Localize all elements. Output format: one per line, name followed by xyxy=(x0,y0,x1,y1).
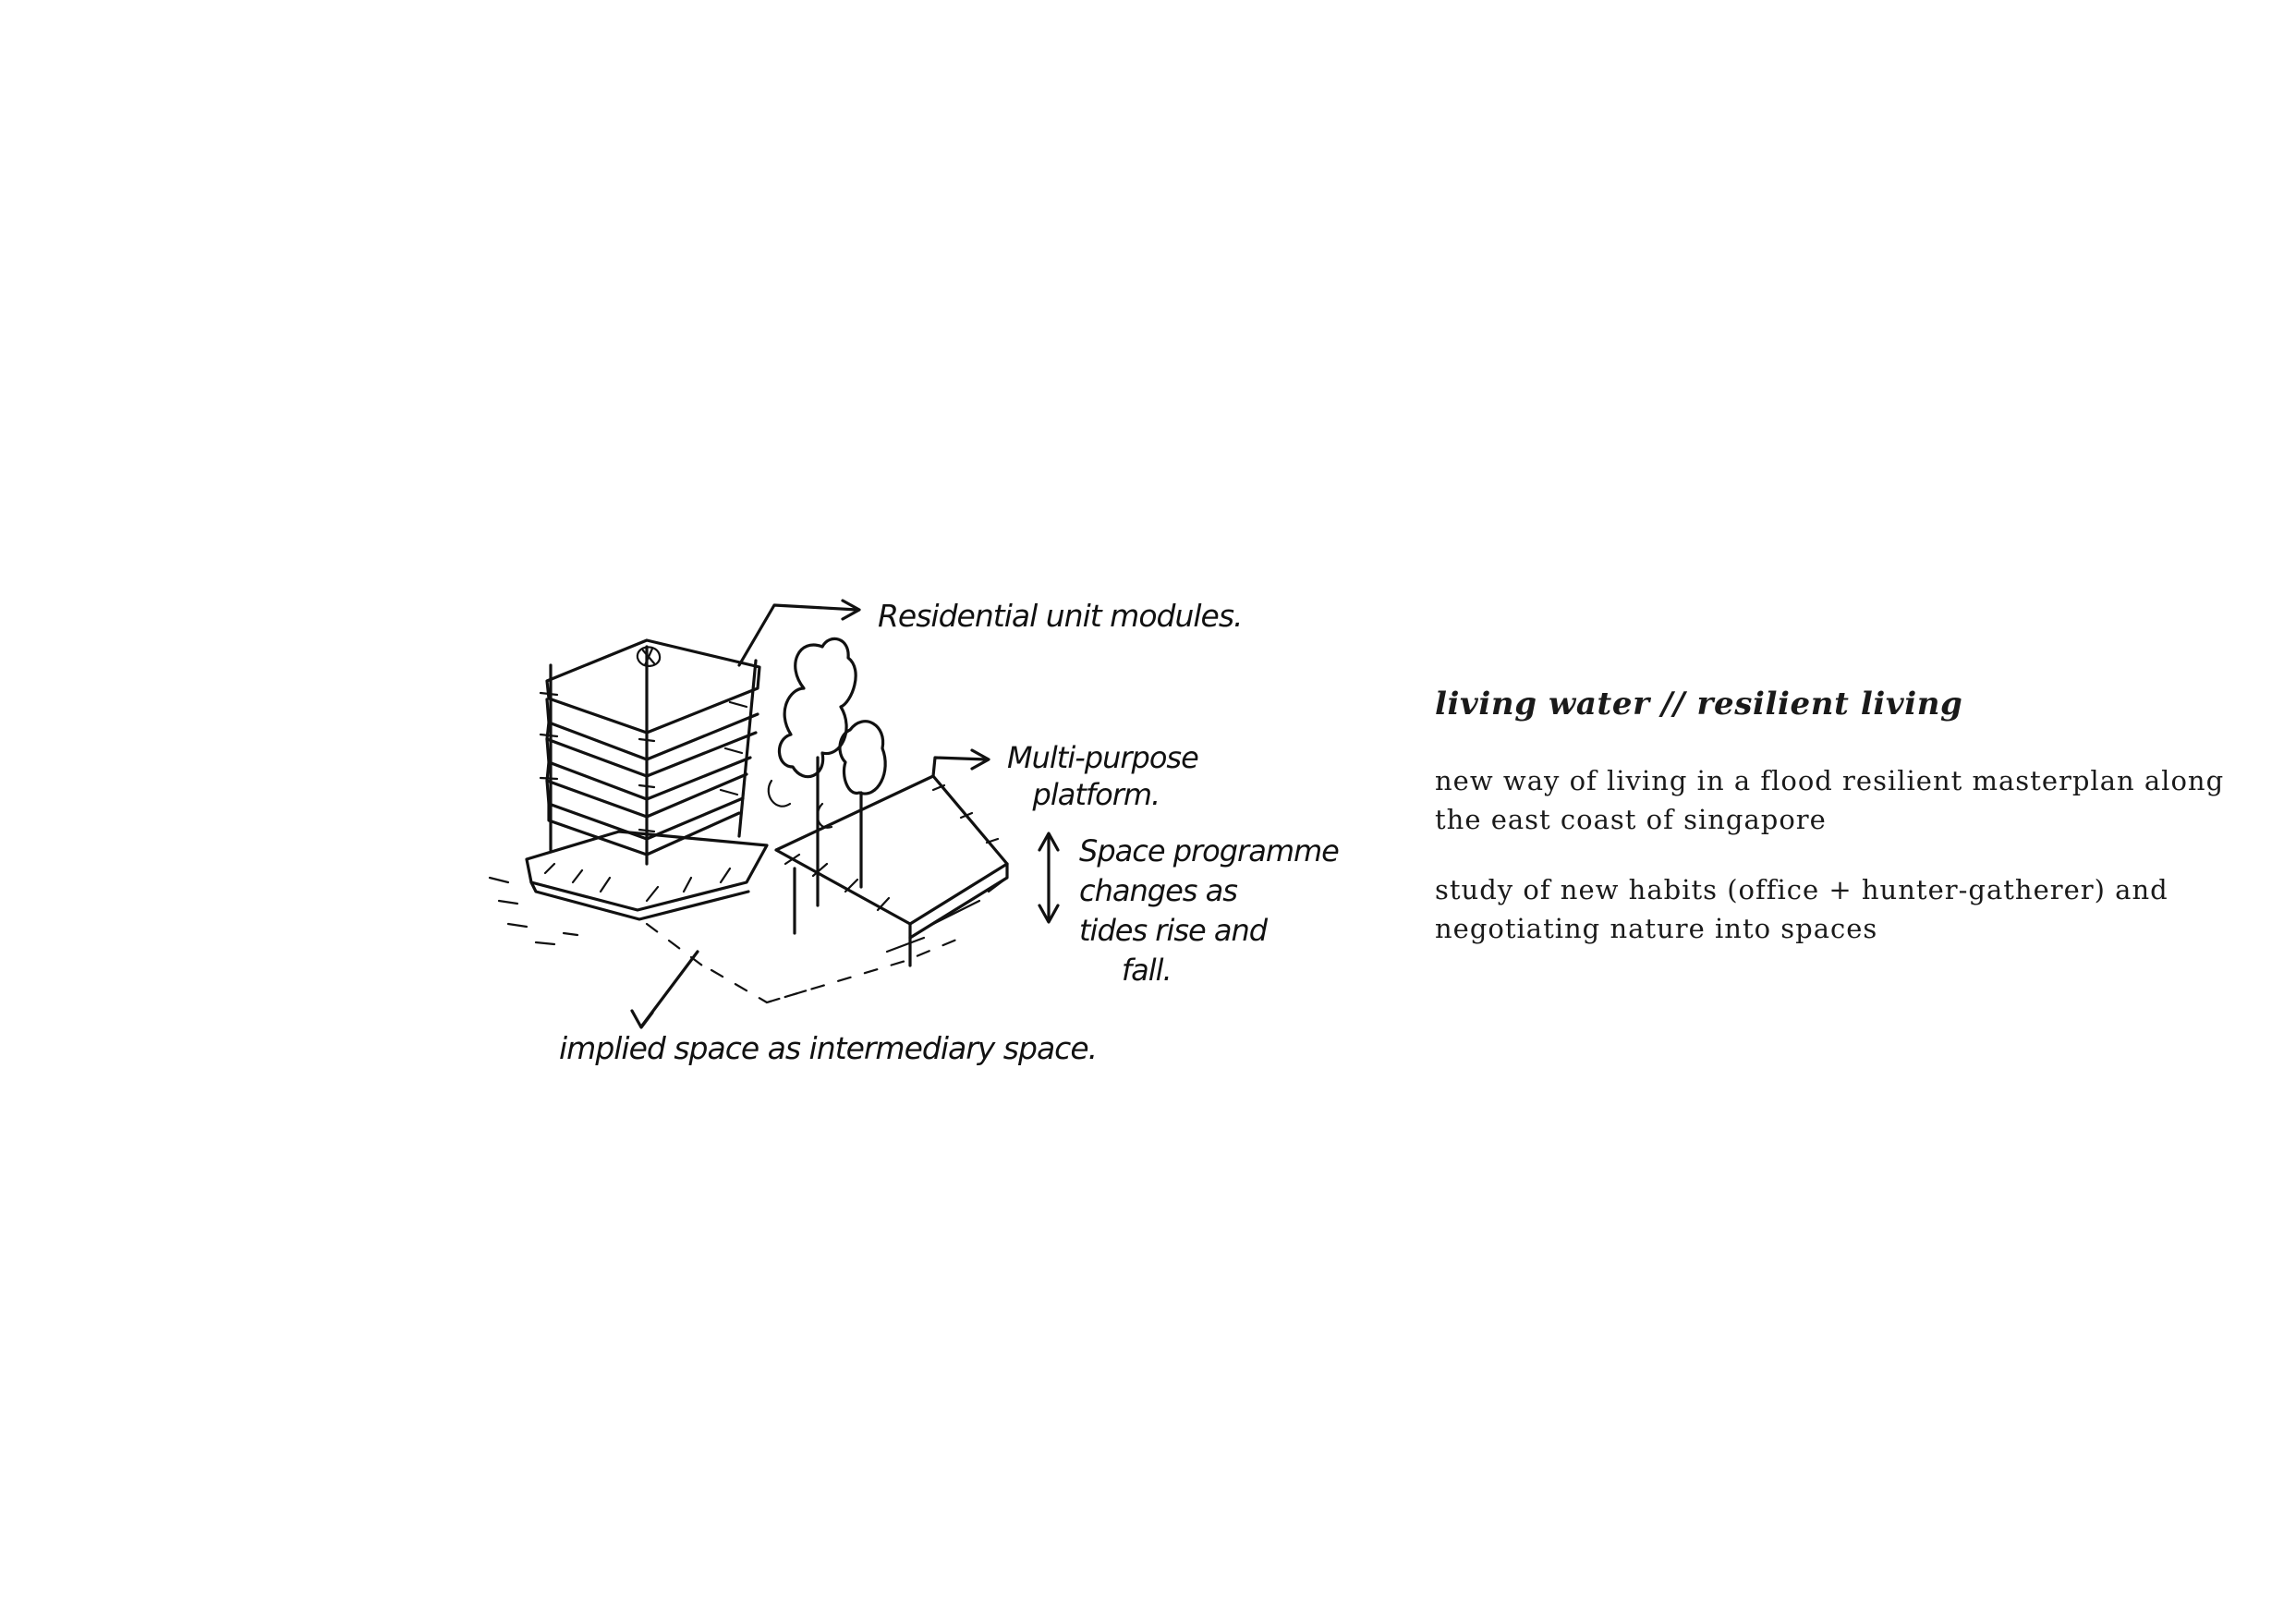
label-space-programme: Space programme changes as tides rise and fall. xyxy=(1079,833,1339,988)
caption-block xyxy=(1435,684,2248,979)
leader-arrows xyxy=(632,601,1058,1027)
label-implied-space: implied space as intermediary space. xyxy=(559,1030,1098,1066)
trees xyxy=(769,638,885,905)
caption-paragraph-1: new way of living in a flood resilient masterplan along the east coast of singapore xyxy=(1435,765,2225,835)
residential-tower xyxy=(541,640,759,864)
multipurpose-platform xyxy=(776,776,1007,965)
caption-paragraph-2: study of new habits (office + hunter-gatherer) and negotiating nature into spaces xyxy=(1435,874,2168,944)
caption-title: living water // resilient living xyxy=(1435,686,1963,722)
label-multipurpose-platform: Multi-purpose platform. xyxy=(1007,740,1198,812)
label-residential-unit-modules: Residential unit modules. xyxy=(878,598,1243,634)
